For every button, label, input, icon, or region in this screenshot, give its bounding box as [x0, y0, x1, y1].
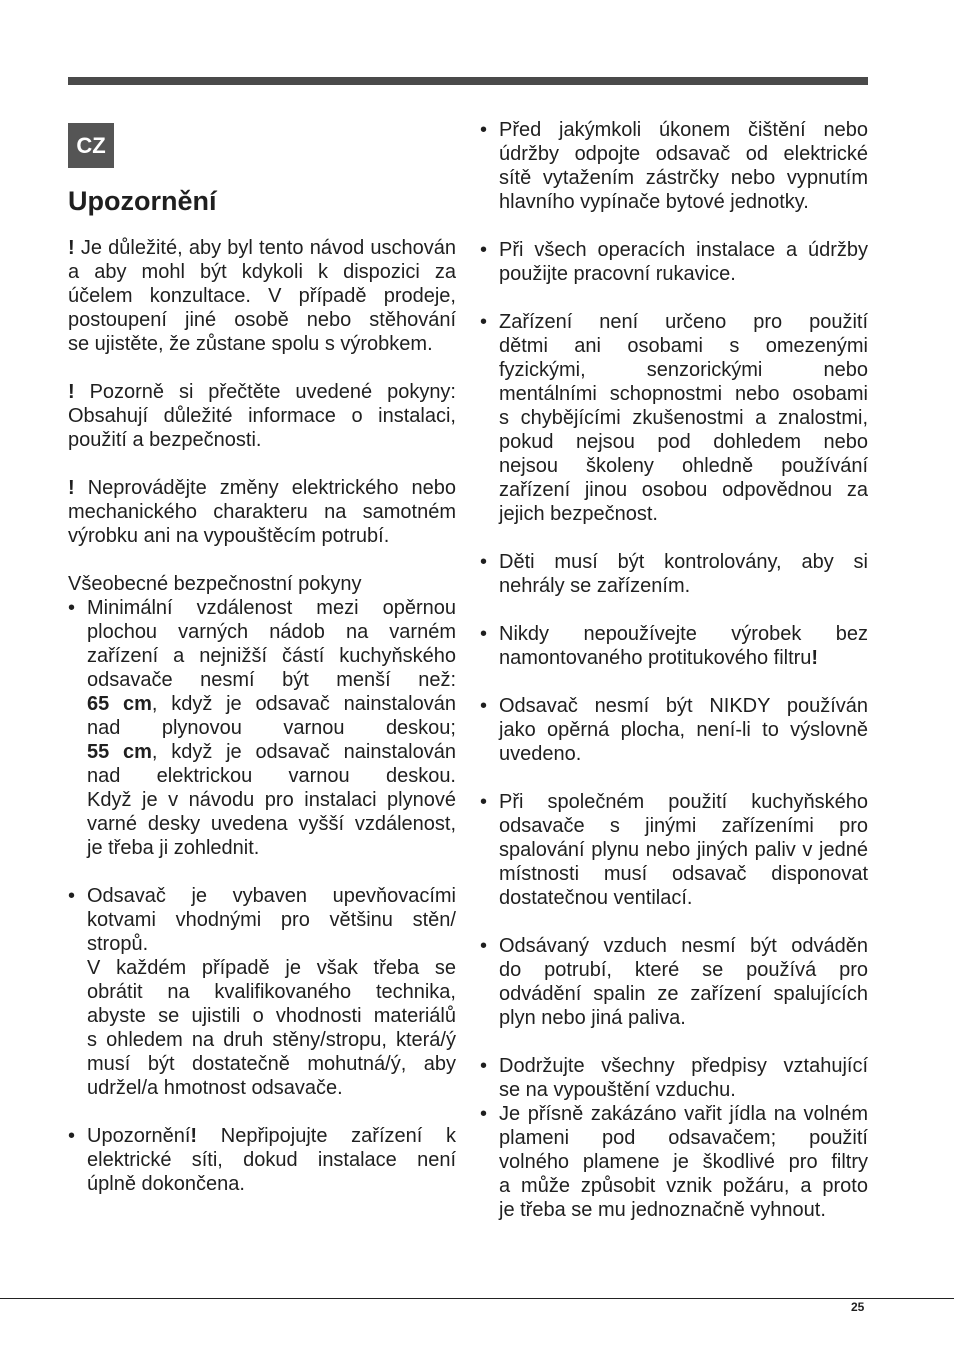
footer-rule: [0, 1298, 954, 1299]
text-line: volného plamene je škodlivé pro filtry: [499, 1151, 868, 1173]
text-segment: , když je odsavač nainstalován: [151, 693, 456, 715]
text-line: elektrické síti, dokud instalace není: [87, 1149, 456, 1171]
bullet-item: [480, 550, 868, 598]
bullet-icon: •: [480, 311, 488, 333]
bullet-item: [68, 1124, 456, 1196]
text-line: je třeba se mu jednoznačně vyhnout.: [499, 1199, 826, 1221]
text-line: s ohledem na druh stěny/stropu, která/ý: [87, 1029, 456, 1051]
bold-text: !: [68, 237, 75, 259]
text-line: kotvami vhodnými pro většinu stěn/: [87, 909, 456, 931]
bullet-item: [480, 1102, 868, 1222]
text-line: [68, 380, 456, 404]
text-line: fyzickými, senzorickými nebo: [499, 359, 868, 381]
bullet-icon: •: [480, 551, 488, 573]
text-line: nehrály se zařízením.: [499, 575, 691, 597]
text-line: jako opěrná plocha, není-li to výslovně: [499, 719, 868, 741]
bullet-item: [68, 596, 456, 860]
text-line: Při společném použití kuchyňského: [499, 791, 868, 813]
bullet-icon: •: [480, 623, 488, 645]
bullet-item: [480, 790, 868, 910]
text-line: odsavače nesmí být menší než:: [87, 669, 456, 691]
text-segment: Je důležité, aby byl tento návod uschován: [74, 237, 456, 259]
bullet-icon: •: [68, 885, 76, 907]
text-line: dostatečnou ventilací.: [499, 887, 693, 909]
text-line: [68, 476, 456, 500]
text-segment: Upozornění: [87, 1125, 191, 1147]
text-segment: Pozorně si přečtěte uvedené pokyny:: [74, 381, 456, 403]
text-line: Je přísně zakázáno vařit jídla na volném: [499, 1103, 868, 1125]
text-line: Před jakýmkoli úkonem čištění nebo: [499, 119, 868, 141]
text-line: je třeba ji zohlednit.: [87, 837, 260, 859]
text-line: a může způsobit vznik požáru, a proto: [499, 1175, 868, 1197]
bullet-icon: •: [68, 597, 76, 619]
text-line: pokud nejsou pod dohledem nebo: [499, 431, 868, 453]
text-line: obrátit na kvalifikovaného technika,: [87, 981, 456, 1003]
text-line: jejich bezpečnost.: [499, 503, 658, 525]
text-segment: namontovaného protitukového filtru: [499, 647, 812, 669]
bullet-icon: •: [480, 791, 488, 813]
bullet-icon: •: [480, 1055, 488, 1077]
paragraph: [68, 380, 456, 452]
text-line: Odsavač je vybaven upevňovacími: [87, 885, 456, 907]
bullet-item: [480, 934, 868, 1030]
text-line: [499, 646, 868, 670]
text-line: výrobku ani na vypouštěcím potrubí.: [68, 525, 390, 547]
bullet-icon: •: [480, 239, 488, 261]
text-line: Minimální vzdálenost mezi opěrnou: [87, 597, 456, 619]
text-line: stropů.: [87, 933, 149, 955]
bullet-icon: •: [480, 119, 488, 141]
text-line: varné desky uvedena vyšší vzdálenost,: [87, 813, 456, 835]
text-line: Při všech operacích instalace a údržby: [499, 239, 868, 261]
text-segment: Neprovádějte změny elektrického nebo: [74, 477, 456, 499]
text-line: se na vypouštění vzduchu.: [499, 1079, 736, 1101]
text-line: zařízení a nejnižší částí kuchyňského: [87, 645, 456, 667]
text-line: nad elektrickou varnou deskou.: [87, 765, 456, 787]
text-line: plyn nebo jiná paliva.: [499, 1007, 686, 1029]
text-line: Když je v návodu pro instalaci plynové: [87, 789, 456, 811]
bullet-icon: •: [480, 695, 488, 717]
text-line: Všeobecné bezpečnostní pokyny: [68, 573, 362, 595]
text-line: zařízení jinou osobou odpovědnou za: [499, 479, 868, 501]
bullet-item: [68, 884, 456, 1100]
bullet-item: [480, 694, 868, 766]
bullet-item: [480, 1054, 868, 1102]
text-line: Nikdy nepoužívejte výrobek bez: [499, 623, 868, 645]
language-badge: CZ: [68, 123, 114, 168]
text-line: musí být dostatečně mohutná/ý, aby: [87, 1053, 456, 1075]
right-column: [480, 118, 868, 1246]
left-column: [68, 236, 456, 1220]
text-line: [68, 236, 456, 260]
bullet-item: [480, 310, 868, 526]
text-line: abyste se ujistili o vhodnosti materiálů: [87, 1005, 456, 1027]
text-line: dětmi ani osobami s omezenými: [499, 335, 868, 357]
text-line: úplně dokončena.: [87, 1173, 245, 1195]
text-line: postoupení jiné osobě nebo stěhování: [68, 309, 456, 331]
bold-text: !: [68, 477, 75, 499]
page-number: 25: [851, 1300, 865, 1314]
text-line: hlavního vypínače bytové jednotky.: [499, 191, 809, 213]
text-line: nejsou školeny ohledně používání: [499, 455, 868, 477]
text-line: místnosti musí odsavač disponovat: [499, 863, 868, 885]
bullet-icon: •: [480, 935, 488, 957]
text-line: [87, 1124, 456, 1148]
text-line: odsavače s jinými zařízeními pro: [499, 815, 868, 837]
page-title: Upozornění: [68, 186, 217, 216]
bullet-icon: •: [480, 1103, 488, 1125]
text-line: Odsávaný vzduch nesmí být odváděn: [499, 935, 868, 957]
text-line: udržel/a hmotnost odsavače.: [87, 1077, 343, 1099]
text-line: Děti musí být kontrolovány, aby si: [499, 551, 868, 573]
text-line: [87, 740, 456, 764]
bullet-item: [480, 118, 868, 214]
text-segment: Nepřipojujte zařízení k: [197, 1125, 456, 1147]
bold-text: 65 cm: [87, 693, 152, 715]
paragraph: [68, 476, 456, 548]
bullet-item: [480, 238, 868, 286]
bullet-item: [480, 622, 868, 670]
text-line: nad plynovou varnou deskou;: [87, 717, 456, 739]
bold-text: !: [68, 381, 75, 403]
text-line: plameni pod odsavačem; použití: [499, 1127, 868, 1149]
bold-text: !: [190, 1125, 198, 1147]
text-line: [87, 692, 456, 716]
text-line: Zařízení není určeno pro použití: [499, 311, 868, 333]
text-line: údržby odpojte odsavač od elektrické: [499, 143, 868, 165]
header-rule: [68, 77, 868, 85]
text-line: mechanického charakteru na samotném: [68, 501, 456, 523]
text-line: účelem konzultace. V případě prodeje,: [68, 285, 456, 307]
text-line: s chybějícími zkušenostmi a znalostmi,: [499, 407, 868, 429]
text-line: použijte pracovní rukavice.: [499, 263, 736, 285]
text-segment: , když je odsavač nainstalován: [151, 741, 456, 763]
text-line: mentálními schopnostmi nebo osobami: [499, 383, 868, 405]
bullet-icon: •: [68, 1125, 76, 1147]
text-line: V každém případě je však třeba se: [87, 957, 456, 979]
text-line: Obsahují důležité informace o instalaci,: [68, 405, 456, 427]
text-line: uvedeno.: [499, 743, 582, 765]
text-line: a aby mohl být kdykoli k dispozici za: [68, 261, 456, 283]
text-line: se ujistěte, že zůstane spolu s výrobkem.: [68, 333, 433, 355]
text-line: použití a bezpečnosti.: [68, 429, 262, 451]
paragraph: [68, 572, 456, 596]
text-line: sítě vytažením zástrčky nebo vypnutím: [499, 167, 868, 189]
bold-text: !: [811, 647, 819, 669]
text-line: Odsavač nesmí být NIKDY používán: [499, 695, 868, 717]
text-line: Dodržujte všechny předpisy vztahující: [499, 1055, 868, 1077]
text-line: spalování plynu nebo jiných paliv v jedné: [499, 839, 868, 861]
bold-text: 55 cm: [87, 741, 152, 763]
paragraph: [68, 236, 456, 356]
text-line: odvádění spalin ze zařízení spalujících: [499, 983, 868, 1005]
text-line: plochou varných nádob na varném: [87, 621, 456, 643]
text-line: do potrubí, které se používá pro: [499, 959, 868, 981]
